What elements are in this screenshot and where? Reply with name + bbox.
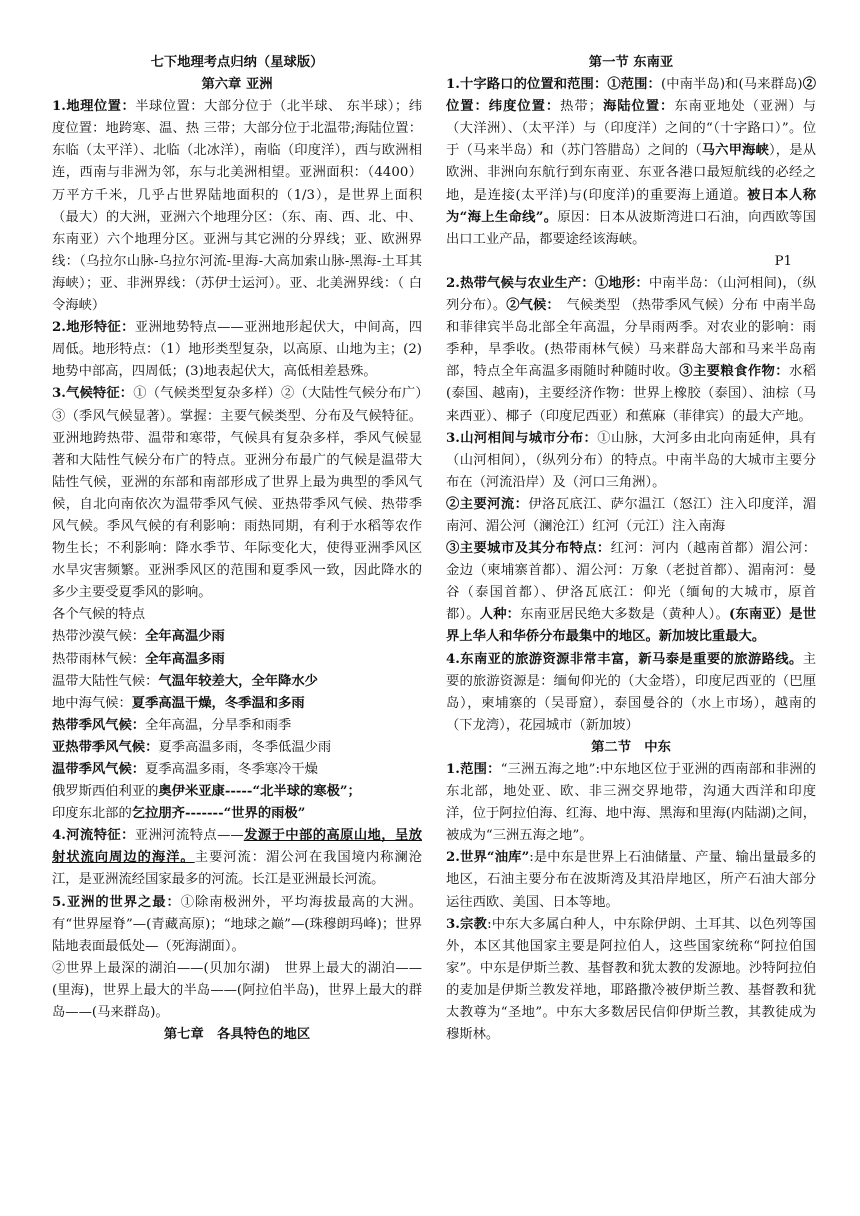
religion-paragraph: 3.宗教:中东大多属白种人，中东除伊朗、土耳其、以色列等国外，本区其他国家主要是阿拉伯人，这些国家统称“阿拉伯国家”。中东是伊斯兰教、基督教和犹太教的发源地。沙特阿拉伯的麦加是伊斯兰教发祥地，耶路撒冷被伊斯兰教、基督教和犹太教尊为“圣地”。中东大多数居民信仰伊斯兰教，其教徒成为穆斯林。 bbox=[446, 916, 816, 1043]
geo-location-paragraph bbox=[52, 96, 422, 317]
chapter7-title: 第七章 各具特色的地区 bbox=[163, 1027, 311, 1043]
world-most-paragraph: 5.亚洲的世界之最：①除南极洲外，平均海拔最高的大洲。有“世界屋脊”—(青藏高原)；“地球之巅”—(珠穆朗玛峰)；世界陆地表面最低处—（死海湖面）。 bbox=[52, 894, 423, 954]
climate-text: ①（气候类型复杂多样）②（大陆性气候分布广）③（季风气候显著）。掌握：主要气候类型、分布及气候特征。亚洲地跨热带、温带和寒带，气候具有复杂多样，季风气候显著和大陆性气候分布广的特点。亚洲分布最广的气候是温带大陆性气候，亚洲的东部和南部形成了世界上最为典型的季风气候，自北向南依次为温带季风气候、亚热带季风气候、热带季风气候。季风气候的有利影响：雨热同期，有利于水稻等农作物生长；不利影响：降水季节、年际变化大，使得亚洲季风区水旱灾害频繁。亚洲季风区的范围和夏季风一致，因此降水的多少主要受夏季风的影响。 bbox=[52, 386, 422, 601]
document-title: 七下地理考点归纳（星球版） bbox=[150, 55, 324, 70]
climate-item: 亚热带季风气候：夏季高温多雨，冬季低温少雨 bbox=[52, 739, 332, 755]
page-marker: P1 bbox=[774, 253, 792, 269]
chapter6-title: 第六章 亚洲 bbox=[201, 77, 273, 93]
rivers-cities-paragraph: 3.山河相间与城市分布：①山脉，大河多由北向南延伸，具有（山河相间），（纵列分布）的特点。中南半岛的大城市主要分布在（河流沿岸）及（河口三角洲）。 bbox=[446, 430, 816, 490]
oil-paragraph: 2.世界“油库”:是中东是世界上石油储量、产量、输出量最多的地区，石油主要分布在波斯湾及其沿岸地区，所产石油大部分运往西欧、美国、日本等地。 bbox=[446, 850, 816, 910]
climate-paragraph bbox=[52, 383, 422, 604]
climate-label: 3.气候特征： bbox=[52, 386, 134, 402]
climate-item: 地中海气候：夏季高温干燥，冬季温和多雨 bbox=[52, 695, 305, 711]
crossroads-paragraph: 1.十字路口的位置和范围：①范围：(中南半岛)和(马来群岛)②位置：纬度位置：热带；海陆位置：东南亚地处（亚洲）与（大洋洲）、（太平洋）与（印度洋）之间的“（十字路口）”。位于（马来半岛）和（苏门答腊岛）之间的（马六甲海峡），是从欧洲、非洲向东航行到东南亚、东亚各港口最短航线的必经之地，是连接(太平洋)与(印度洋)的重要海上通道。被日本人称为“海上生命线”。原因：日本从波斯湾进口石油，向西欧等国出口工业产品，都要途经该海峡。 bbox=[446, 77, 817, 247]
tourism-paragraph: 4.东南亚的旅游资源非常丰富，新马泰是重要的旅游路线。主要的旅游资源是：缅甸仰光的（大金塔），印度尼西亚的（巴厘岛），柬埔寨的（吴哥窟），泰国曼谷的（水上市场），越南的（下龙湾），花园城市（新加坡） bbox=[446, 651, 816, 733]
climate-item: 温带大陆性气候：气温年较差大，全年降水少 bbox=[52, 673, 318, 689]
main-cities-paragraph: ③主要城市及其分布特点：红河：河内（越南首都）湄公河：金边（柬埔寨首都）、湄公河：万象（老挝首都）、湄南河：曼谷（泰国首都）、伊洛瓦底江：仰光（缅甸的大城市，原首都）。人种：东南亚居民绝大多数是（黄种人）。(东南亚）是世界上华人和华侨分布最集中的地区。新加坡比重最大。 bbox=[446, 541, 817, 645]
terrain-paragraph bbox=[52, 317, 422, 383]
terrain-label: 2.地形特征： bbox=[52, 320, 135, 336]
middle-east-scope-paragraph: 1.范围：“三洲五海之地”:中东地区位于亚洲的西南部和非洲的东北部，地处亚、欧、非三洲交界地带，沟通大西洋和印度洋，位于阿拉伯海、红海、地中海、黑海和里海(内陆湖)之间，被成为“三洲五海之地”。 bbox=[446, 762, 816, 844]
climate-item: 热带沙漠气候：全年高温少雨 bbox=[52, 629, 225, 645]
cold-pole-line: 俄罗斯西伯利亚的奥伊米亚康-----“北半球的寒极”； bbox=[52, 784, 361, 800]
section1-title: 第一节 东南亚 bbox=[588, 55, 674, 70]
rain-pole-line: 印度东北部的乞拉朋齐-------“世界的雨极” bbox=[52, 806, 306, 822]
section2-title: 第二节 中东 bbox=[591, 739, 671, 755]
geo-location-label: 1.地理位置： bbox=[52, 99, 136, 115]
left-column bbox=[52, 52, 422, 1046]
world-most-label: 5.亚洲的世界之最： bbox=[52, 894, 181, 910]
main-rivers-paragraph: ②主要河流：伊洛瓦底江、萨尔温江（怒江）注入印度洋，湄南河、湄公河（澜沧江）红河（元江）注入南海 bbox=[446, 496, 817, 534]
tropical-climate-paragraph: 2.热带气候与农业生产：①地形：中南半岛：（山河相间)，（纵列分布）。②气候： 气候类型 （热带季风气候）分布 中南半岛和菲律宾半岛北部全年高温，分旱雨两季。对农业的影响：雨季种，旱季收。(热带雨林气候）马来群岛大部和马来半岛南部，特点全年高温多雨随时种随时收。③主要粮食作物：水稻(泰国、越南)，主要经济作物：世界上橡胶（泰国）、油棕（马来西亚）、椰子（印度尼西亚）和蕉麻（菲律宾）的最大产地。 bbox=[446, 275, 817, 424]
terrain-text: 亚洲地势特点——亚洲地形起伏大，中间高，四周低。地形特点：（1）地形类型复杂，以高原、山地为主；(2)地势中部高，四周低；(3)地表起伏大，高低相差悬殊。 bbox=[52, 320, 422, 380]
climate-item: 热带季风气候：全年高温，分旱季和雨季 bbox=[52, 717, 292, 733]
climate-item: 温带季风气候：夏季高温多雨，冬季寒冷干燥 bbox=[52, 762, 318, 777]
geo-location-text: 半球位置：大部分位于（北半球、 东半球）；纬度位置：地跨寒、温、热 三带；大部分位于北温带;海陆位置： 东临（太平洋）、北临（北冰洋），南临（印度洋），西与欧洲相连，西南与非洲为邻，东与北美洲相望。亚洲面积：（4400）万平方千米，几乎占世界陆地面积的（1/3），是世界上面积（最大）的大洲，亚洲六个地理分区：（东、南、西、北、中、东南亚）六个地理分区。亚洲与其它洲的分界线；亚、欧洲界线：（乌拉尔山脉-乌拉尔河流-里海-大高加索山脉-黑海-土耳其海峡）；亚、非洲界线：（苏伊士运河）。亚、北美洲界线：（ 白令海峡） bbox=[52, 99, 422, 314]
right-column bbox=[446, 52, 816, 1046]
world-most-paragraph-2: ②世界上最深的湖泊——(贝加尔湖) 世界上最大的湖泊——(里海)，世界上最大的半岛——(阿拉伯半岛)，世界上最大的群岛——(马来群岛)。 bbox=[52, 960, 422, 1021]
river-label: 4.河流特征： bbox=[52, 828, 135, 844]
climate-features-heading: 各个气候的特点 bbox=[52, 607, 146, 623]
climate-item: 热带雨林气候：全年高温多雨 bbox=[52, 651, 225, 667]
river-paragraph: 4.河流特征：亚洲河流特点——发源于中部的高原山地，呈放射状流向周边的海洋。主要河流：湄公河在我国境内称澜沧江，是亚洲流经国家最多的河流。长江是亚洲最长河流。 bbox=[52, 828, 423, 888]
